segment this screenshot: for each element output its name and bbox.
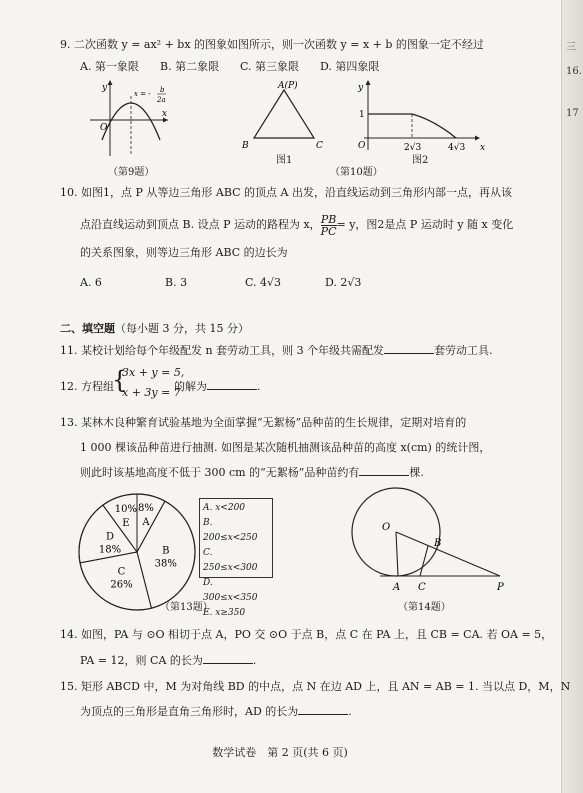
legend-item-c: C. 250≤x<300 — [203, 548, 258, 573]
q15-line2-text: 为顶点的三角形是直角三角形时，AD 的长为 — [80, 705, 299, 718]
q10-option-d: D. 2√3 — [325, 276, 362, 289]
legend-item-e: E. x≥350 — [203, 608, 246, 618]
q14-circle-tangent-figure — [340, 486, 510, 596]
q14-line1: 14. 如图，PA 与 ⊙O 相切于点 A，PO 交 ⊙O 于点 B，点 C 在 PA 上，且 CB = CA. 若 OA = 5， — [60, 628, 553, 641]
pie-percent-label: 8% — [138, 503, 154, 515]
q13-line2: 1 000 棵该品种苗进行抽测. 如图是某次随机抽测该品种苗的高度 x(cm) 的统计图， — [80, 441, 491, 454]
q13-legend — [199, 498, 273, 618]
pie-category-label: E — [122, 517, 130, 529]
q11 — [60, 344, 493, 358]
edge-mark: 16. — [566, 66, 582, 77]
pie-percent-label: 18% — [98, 544, 122, 556]
q10-caption: （第10题） — [330, 167, 383, 178]
page-edge — [561, 0, 583, 793]
q10-fig1-c-label: C — [316, 141, 323, 151]
q12-eq1: 3x + y = 5, — [122, 366, 185, 379]
q10-option-b: B. 3 — [165, 276, 188, 289]
q12-answer-blank[interactable] — [207, 380, 257, 390]
pie-percent-label: 38% — [154, 558, 177, 570]
q14-c-label: C — [418, 582, 426, 593]
q13-line3-text: 则此时该基地高度不低于 300 cm 的“无絮杨”品种苗约有 — [80, 466, 360, 479]
q10-fig2-graph — [348, 78, 488, 158]
q9-option-b: B. 第二象限 — [160, 60, 220, 73]
q10-frac-num: PB — [320, 212, 337, 226]
q10-stem-line3 — [80, 246, 288, 260]
pie-category-label: D — [106, 531, 115, 543]
page-footer: 数学试卷 第 2 页(共 6 页) — [212, 746, 348, 759]
q10-fig2-origin-label: O — [358, 141, 366, 151]
edge-mark: 17 — [566, 108, 579, 119]
pie-category-label: B — [162, 545, 170, 557]
q10-line2-post: = y，图2是点 P 运动时 y 随 x 变化 — [336, 218, 514, 231]
q11-tail: 套劳动工具. — [434, 344, 493, 357]
q11-answer-blank[interactable] — [384, 344, 434, 354]
q14-o-label: O — [382, 522, 391, 533]
pie-percent-label: 10% — [114, 503, 138, 515]
legend-item-b: B. 200≤x<250 — [203, 518, 258, 543]
q10-fig2-y-label: y — [358, 83, 364, 93]
q14-b-label: B — [434, 538, 442, 549]
q15-end: . — [348, 705, 352, 718]
q13-line3 — [80, 466, 424, 480]
q15-line1: 15. 矩形 ABCD 中，M 为对角线 BD 的中点，点 N 在边 AD 上，且 AN = AB = 1. 当以点 D，M，N — [60, 680, 571, 693]
q12-pre: 12. 方程组 — [60, 380, 114, 393]
q10-line2-pre: 点沿直线运动到顶点 B. 设点 P 运动的路程为 x， — [80, 218, 321, 231]
q10-fig1-b-label: B — [242, 141, 249, 151]
q14-a-label: A — [393, 582, 401, 593]
pie-slice-e — [103, 494, 137, 552]
q14-p-label: P — [497, 582, 504, 593]
q12-brace: { — [112, 366, 128, 394]
q11-text: 11. 某校计划给每个年级配发 n 套劳动工具，则 3 个年级共需配发 — [60, 344, 385, 357]
q10-fig2-x-label: x — [480, 143, 486, 153]
q10-stem-line1: 10. 如图1，点 P 从等边三角形 ABC 的顶点 A 出发，沿直线运动到三角形内部一点，再从该 — [60, 186, 512, 199]
q13-line3-tail: 棵. — [409, 466, 424, 479]
pie-percent-label: 26% — [110, 579, 133, 591]
q14-caption: （第14题） — [398, 602, 451, 613]
section-note: （每小题 3 分，共 15 分） — [115, 322, 249, 335]
q14-answer-blank[interactable] — [203, 654, 253, 664]
q14-end: . — [252, 654, 257, 667]
q12-end: . — [257, 380, 261, 393]
q14-line2 — [80, 654, 256, 668]
q10-fig2-tick-1: 2√3 — [404, 143, 422, 153]
q13-caption: （第13题） — [160, 602, 213, 613]
q9-option-c: C. 第三象限 — [240, 60, 300, 73]
section-title: 二、填空题 — [60, 322, 115, 335]
q12-post: 的解为 — [174, 380, 207, 393]
q10-frac-den: PC — [320, 224, 337, 238]
pie-category-label: C — [117, 566, 126, 578]
q10-stem-line2 — [80, 211, 513, 239]
legend-item-a: A. x<200 — [203, 503, 246, 513]
q10-fig2-one-label: 1 — [359, 110, 365, 120]
q12-tail — [174, 380, 261, 394]
q10-line3-text: 的关系图象，则等边三角形 ABC 的边长为 — [80, 246, 288, 259]
section-heading — [60, 322, 249, 336]
q9-x-label: x — [162, 109, 168, 119]
legend-item-d: D. 300≤x<350 — [203, 578, 258, 603]
q10-option-a: A. 6 — [80, 276, 102, 289]
q10-fig2-caption: 图2 — [412, 155, 429, 166]
q9-frac-den: 2a — [157, 96, 166, 104]
q9-origin-label: O — [100, 123, 108, 133]
q10-fig1-caption: 图1 — [276, 155, 293, 166]
q13-line1: 13. 某林木良种繁育试验基地为全面掌握“无絮杨”品种苗的生长规律，定期对培育的 — [60, 416, 467, 429]
q14-line2-text: PA = 12，则 CA 的长为 — [80, 654, 203, 667]
q10-fig1-triangle — [240, 80, 340, 150]
edge-mark: 三 — [566, 42, 576, 53]
q9-y-label: y — [102, 83, 108, 93]
q9-option-a: A. 第一象限 — [80, 60, 139, 73]
q10-option-c: C. 4√3 — [245, 276, 282, 289]
q9-caption: （第9题） — [108, 167, 155, 178]
q10-fraction — [321, 214, 337, 237]
q15-line2 — [80, 705, 352, 719]
pie-category-label: A — [142, 517, 150, 529]
q9-option-d: D. 第四象限 — [320, 60, 380, 73]
q13-answer-blank[interactable] — [359, 466, 409, 476]
q9-parabola-graph — [90, 78, 170, 158]
q15-answer-blank[interactable] — [298, 705, 348, 715]
q10-fig1-apex-label: A(P) — [278, 81, 298, 91]
q12-eq2: x + 3y = 7 — [122, 386, 181, 399]
q9-frac-num: b — [160, 86, 165, 94]
q9-stem: 9. 二次函数 y = ax² + bx 的图象如图所示，则一次函数 y = x + b 的图象一定不经过 — [60, 38, 484, 51]
q9-axis-of-symmetry-label: x = - — [134, 90, 151, 98]
q10-fig2-tick-2: 4√3 — [448, 143, 466, 153]
